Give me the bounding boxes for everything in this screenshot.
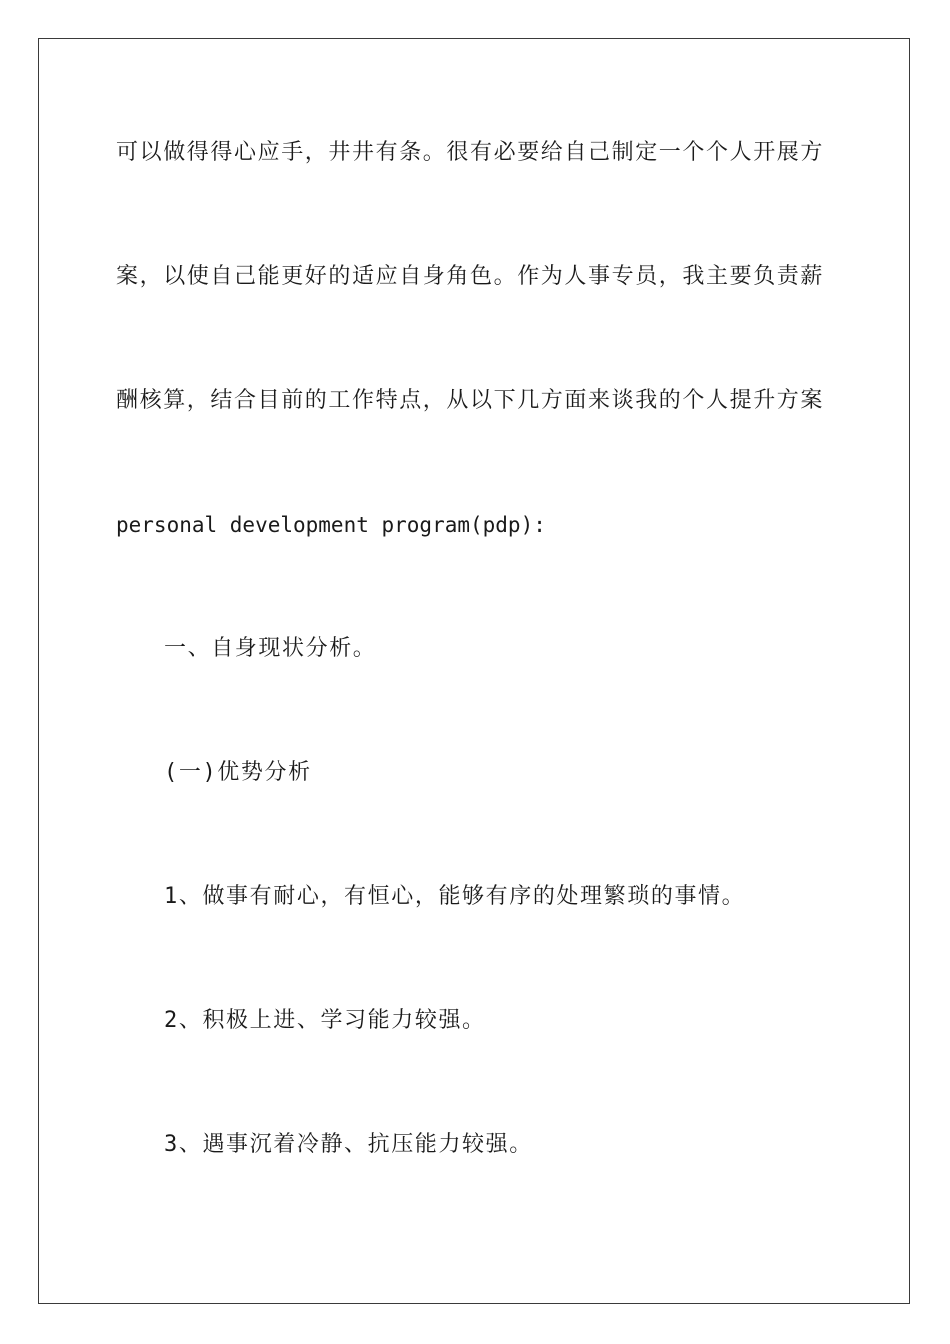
list-item: 2、积极上进、学习能力较强。 [164,1008,486,1033]
page-border [38,38,910,1304]
section-heading: 一、自身现状分析。 [164,636,377,661]
paragraph-line-1: 可以做得得心应手，井井有条。很有必要给自己制定一个个人开展方 [116,140,825,165]
paragraph-line-2: 案，以使自己能更好的适应自身角色。作为人事专员，我主要负责薪 [116,264,825,289]
paragraph-line-4: personal development program(pdp): [116,513,546,537]
paragraph-line-3: 酬核算，结合目前的工作特点，从以下几方面来谈我的个人提升方案 [116,388,825,413]
list-item: 3、遇事沉着冷静、抗压能力较强。 [164,1132,533,1157]
list-item: 1、做事有耐心，有恒心，能够有序的处理繁琐的事情。 [164,884,746,909]
subsection-heading: (一)优势分析 [164,760,312,785]
